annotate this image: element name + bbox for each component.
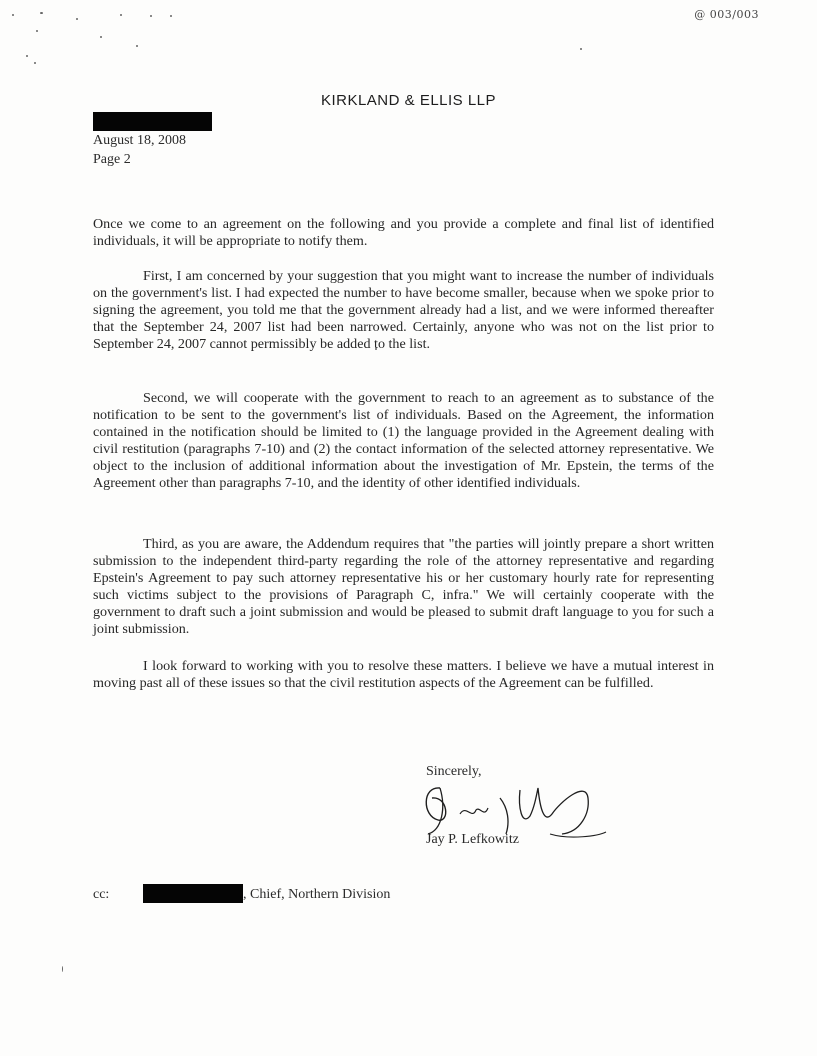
page-identifier: @ 003/003 <box>694 8 759 21</box>
cc-label: cc: <box>93 887 110 902</box>
redaction-bar-cc <box>143 884 243 903</box>
paragraph-closing: I look forward to working with you to resolve these matters. I believe we have a mutual interest in moving past all of these issues so that the civil restitution aspects of the Agreement can be fulfilled. <box>93 658 714 692</box>
firm-letterhead: KIRKLAND & ELLIS LLP <box>320 92 497 109</box>
page-number: Page 2 <box>93 152 131 167</box>
paragraph-intro: Once we come to an agreement on the following and you provide a complete and final list of identified individuals, it will be appropriate to notify them. <box>93 216 714 250</box>
closing-salutation: Sincerely, <box>426 764 482 779</box>
redaction-bar-addressee <box>93 112 212 131</box>
paragraph-first: First, I am concerned by your suggestion that you might want to increase the number of individuals on the government's list. I had expected the number to have become smaller, because when we spoke prior to signing the agreement, you told me that the government already had a list, and we were informed thereafter that the September 24, 2007 list had been narrowed. Certainly, anyone who was not on the list prior to September 24, 2007 cannot permissibly be added to the list. <box>93 268 714 353</box>
signer-name: Jay P. Lefkowitz <box>426 832 519 847</box>
letter-date: August 18, 2008 <box>93 133 186 148</box>
cc-recipient-title: , Chief, Northern Division <box>243 887 391 902</box>
paragraph-third: Third, as you are aware, the Addendum requires that "the parties will jointly prepare a short written submission to the independent third-party regarding the role of the attorney representative and regarding Epstein's Agreement to pay such attorney representative his or her customary hourly rate for representing such victims subject to the provisions of Paragraph C, infra." We will certainly cooperate with the government to draft such a joint submission and would be pleased to submit draft language to you for such a joint submission. <box>93 536 714 638</box>
paragraph-second: Second, we will cooperate with the government to reach to an agreement as to substance of the notification to be sent to the government's list of individuals. Based on the Agreement, the information contained in the notification should be limited to (1) the language provided in the Agreement dealing with civil restitution (paragraphs 7-10) and (2) the contact information of the selected attorney representative. We object to the inclusion of additional information about the investigation of Mr. Epstein, the terms of the Agreement other than paragraphs 7-10, and the identity of other identified individuals. <box>93 390 714 492</box>
